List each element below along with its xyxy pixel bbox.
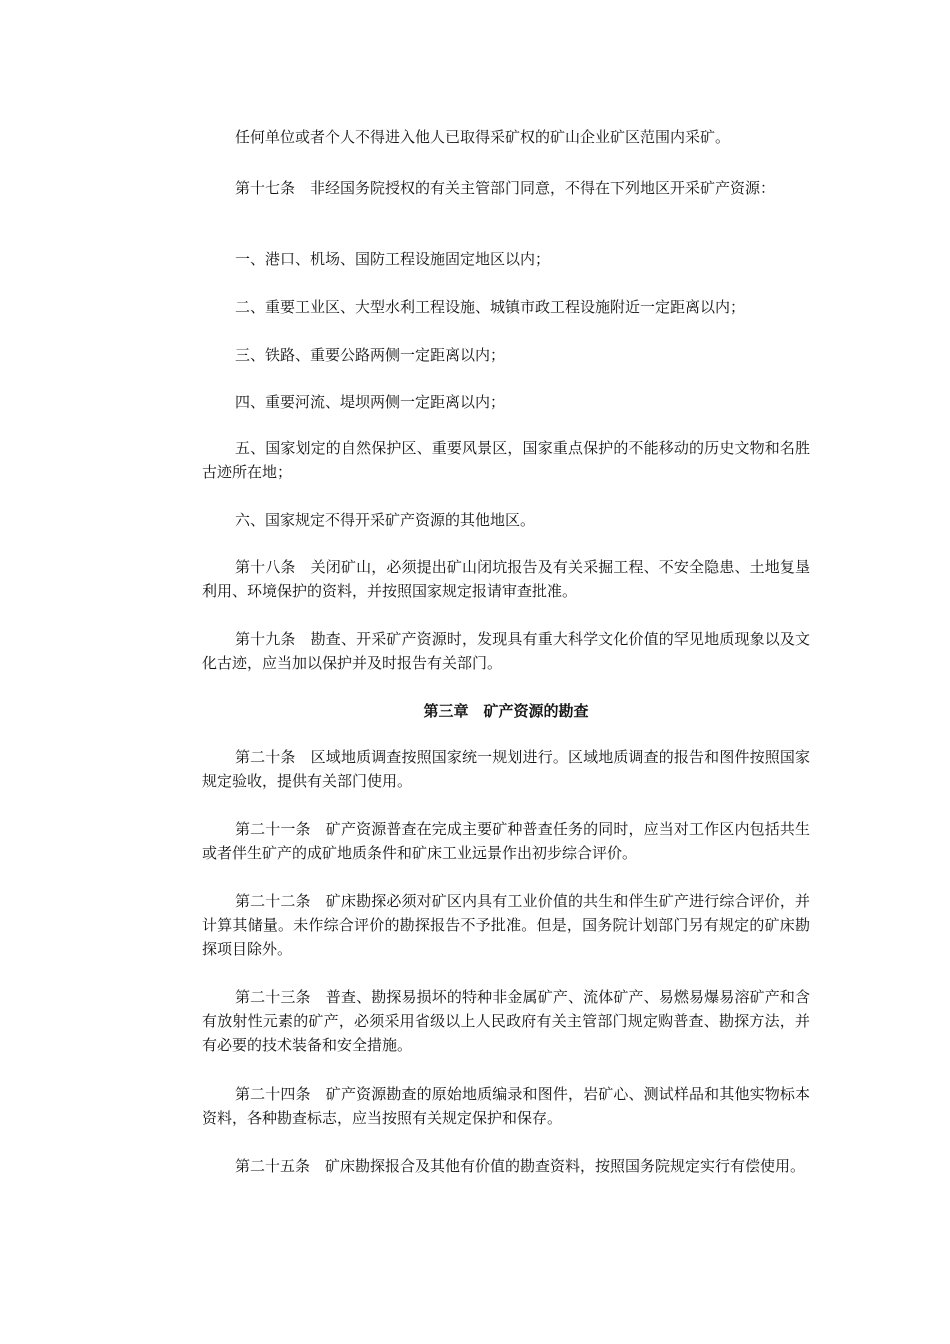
- list-item-4: 四、重要河流、堤坝两侧一定距离以内；: [235, 393, 506, 411]
- list-item-1: 一、港口、机场、国防工程设施固定地区以内；: [235, 250, 551, 268]
- paragraph-article-23: 第二十三条 普查、勘探易损坏的特种非金属矿产、流体矿产、易燃易爆易溶矿产和含有放射性元素的矿产，必须采用省级以上人民政府有关主管部门规定购普查、勘探方法，并有必要的技术装备和安全措施。: [202, 988, 810, 1054]
- paragraph-article-18: 第十八条 关闭矿山，必须提出矿山闭坑报告及有关采掘工程、不安全隐患、土地复垦利用、环境保护的资料，并按照国家规定报请审查批准。: [202, 558, 810, 600]
- paragraph-article-24: 第二十四条 矿产资源勘查的原始地质编录和图件，岩矿心、测试样品和其他实物标本资料，各种勘查标志，应当按照有关规定保护和保存。: [202, 1085, 810, 1127]
- chapter-heading: 第三章 矿产资源的勘查: [423, 702, 589, 720]
- list-item-5: 五、国家划定的自然保护区、重要风景区，国家重点保护的不能移动的历史文物和名胜古迹所在地；: [202, 439, 810, 481]
- paragraph-article-19: 第十九条 勘查、开采矿产资源时，发现具有重大科学文化价值的罕见地质现象以及文化古迹，应当加以保护并及时报告有关部门。: [202, 630, 810, 672]
- paragraph-article-20: 第二十条 区域地质调查按照国家统一规划进行。区域地质调查的报告和图件按照国家规定验收，提供有关部门使用。: [202, 748, 810, 790]
- list-item-6: 六、国家规定不得开采矿产资源的其他地区。: [235, 511, 536, 529]
- paragraph-article-21: 第二十一条 矿产资源普查在完成主要矿种普查任务的同时，应当对工作区内包括共生或者伴生矿产的成矿地质条件和矿床工业远景作出初步综合评价。: [202, 820, 810, 862]
- paragraph-article-25: 第二十五条 矿床勘探报合及其他有价值的勘查资料，按照国务院规定实行有偿使用。: [235, 1157, 806, 1175]
- list-item-2: 二、重要工业区、大型水利工程设施、城镇市政工程设施附近一定距离以内；: [235, 298, 746, 316]
- paragraph-article-17: 第十七条 非经国务院授权的有关主管部门同意，不得在下列地区开采矿产资源：: [235, 179, 776, 197]
- paragraph-article-22: 第二十二条 矿床勘探必须对矿区内具有工业价值的共生和伴生矿产进行综合评价，并计算其储量。未作综合评价的勘探报告不予批准。但是，国务院计划部门另有规定的矿床勘探项目除外。: [202, 892, 810, 958]
- paragraph-mining-rights: 任何单位或者个人不得进入他人已取得采矿权的矿山企业矿区范围内采矿。: [235, 128, 731, 146]
- list-item-3: 三、铁路、重要公路两侧一定距离以内；: [235, 346, 506, 364]
